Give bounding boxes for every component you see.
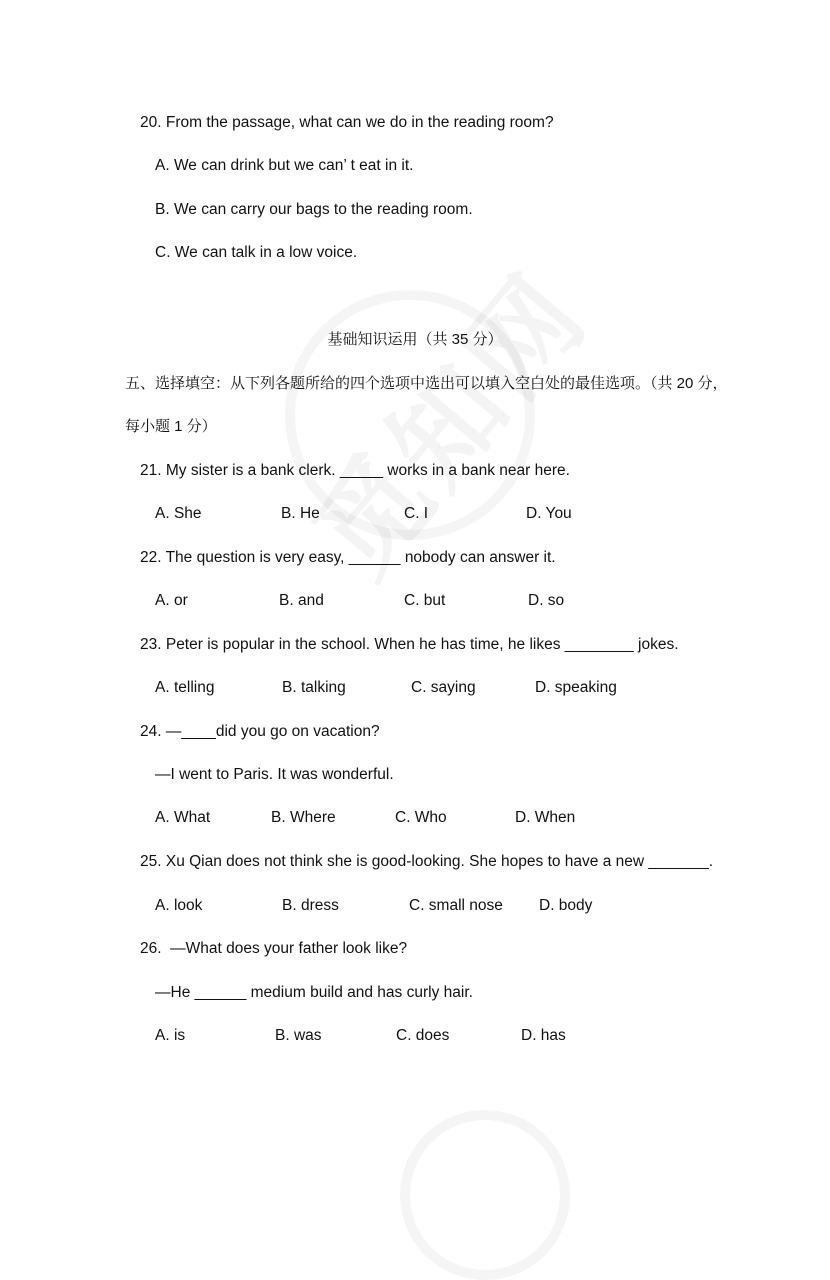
q23-option-d: D. speaking bbox=[535, 679, 617, 696]
q25-stem: 25. Xu Qian does not think she is good-looking. She hopes to have a new _______. bbox=[140, 853, 714, 870]
q22-option-d: D. so bbox=[528, 592, 565, 609]
q22-option-c: C. but bbox=[404, 592, 446, 609]
q25-option-a: A. look bbox=[155, 897, 203, 914]
watermark-ring bbox=[285, 290, 535, 540]
q24-option-b: B. Where bbox=[271, 809, 336, 826]
q25-option-c: C. small nose bbox=[409, 897, 503, 914]
q20-option-c: C. We can talk in a low voice. bbox=[155, 244, 358, 261]
watermark-ring-bottom bbox=[400, 1110, 570, 1280]
q26-option-c: C. does bbox=[396, 1027, 450, 1044]
q21-option-c: C. I bbox=[404, 505, 429, 522]
section-instruction-line2: 每小题 1 分） bbox=[125, 418, 217, 435]
q26-stem: 26. —What does your father look like? bbox=[140, 940, 408, 957]
section-title: 基础知识运用（共 35 分） bbox=[327, 331, 503, 348]
q24-option-c: C. Who bbox=[395, 809, 447, 826]
q21-option-b: B. He bbox=[281, 505, 320, 522]
q25-option-b: B. dress bbox=[282, 897, 339, 914]
section-instruction-line1: 五、选择填空：从下列各题所给的四个选项中选出可以填入空白处的最佳选项。（共 20 分， bbox=[125, 375, 728, 392]
q22-option-a: A. or bbox=[155, 592, 188, 609]
q21-option-a: A. She bbox=[155, 505, 202, 522]
q23-option-c: C. saying bbox=[411, 679, 476, 696]
q24-option-a: A. What bbox=[155, 809, 211, 826]
q21-stem: 21. My sister is a bank clerk. _____ works in a bank near here. bbox=[140, 462, 570, 479]
q24-stem: 24. —____did you go on vacation? bbox=[140, 723, 380, 740]
q26-option-a: A. is bbox=[155, 1027, 186, 1044]
q20-option-a: A. We can drink but we can’ t eat in it. bbox=[155, 157, 414, 174]
q23-option-b: B. talking bbox=[282, 679, 346, 696]
q25-option-d: D. body bbox=[539, 897, 593, 914]
q24-answer-line: —I went to Paris. It was wonderful. bbox=[155, 766, 394, 783]
q23-stem: 23. Peter is popular in the school. When he has time, he likes ________ jokes. bbox=[140, 636, 679, 653]
q26-answer-line: —He ______ medium build and has curly hair. bbox=[155, 984, 473, 1001]
q22-option-b: B. and bbox=[279, 592, 324, 609]
q22-stem: 22. The question is very easy, ______ nobody can answer it. bbox=[140, 549, 556, 566]
q21-option-d: D. You bbox=[526, 505, 572, 522]
q26-option-d: D. has bbox=[521, 1027, 566, 1044]
q20-option-b: B. We can carry our bags to the reading room. bbox=[155, 201, 473, 218]
q24-option-d: D. When bbox=[515, 809, 576, 826]
q23-option-a: A. telling bbox=[155, 679, 215, 696]
q26-option-b: B. was bbox=[275, 1027, 322, 1044]
q20-stem: 20. From the passage, what can we do in the reading room? bbox=[140, 114, 554, 131]
